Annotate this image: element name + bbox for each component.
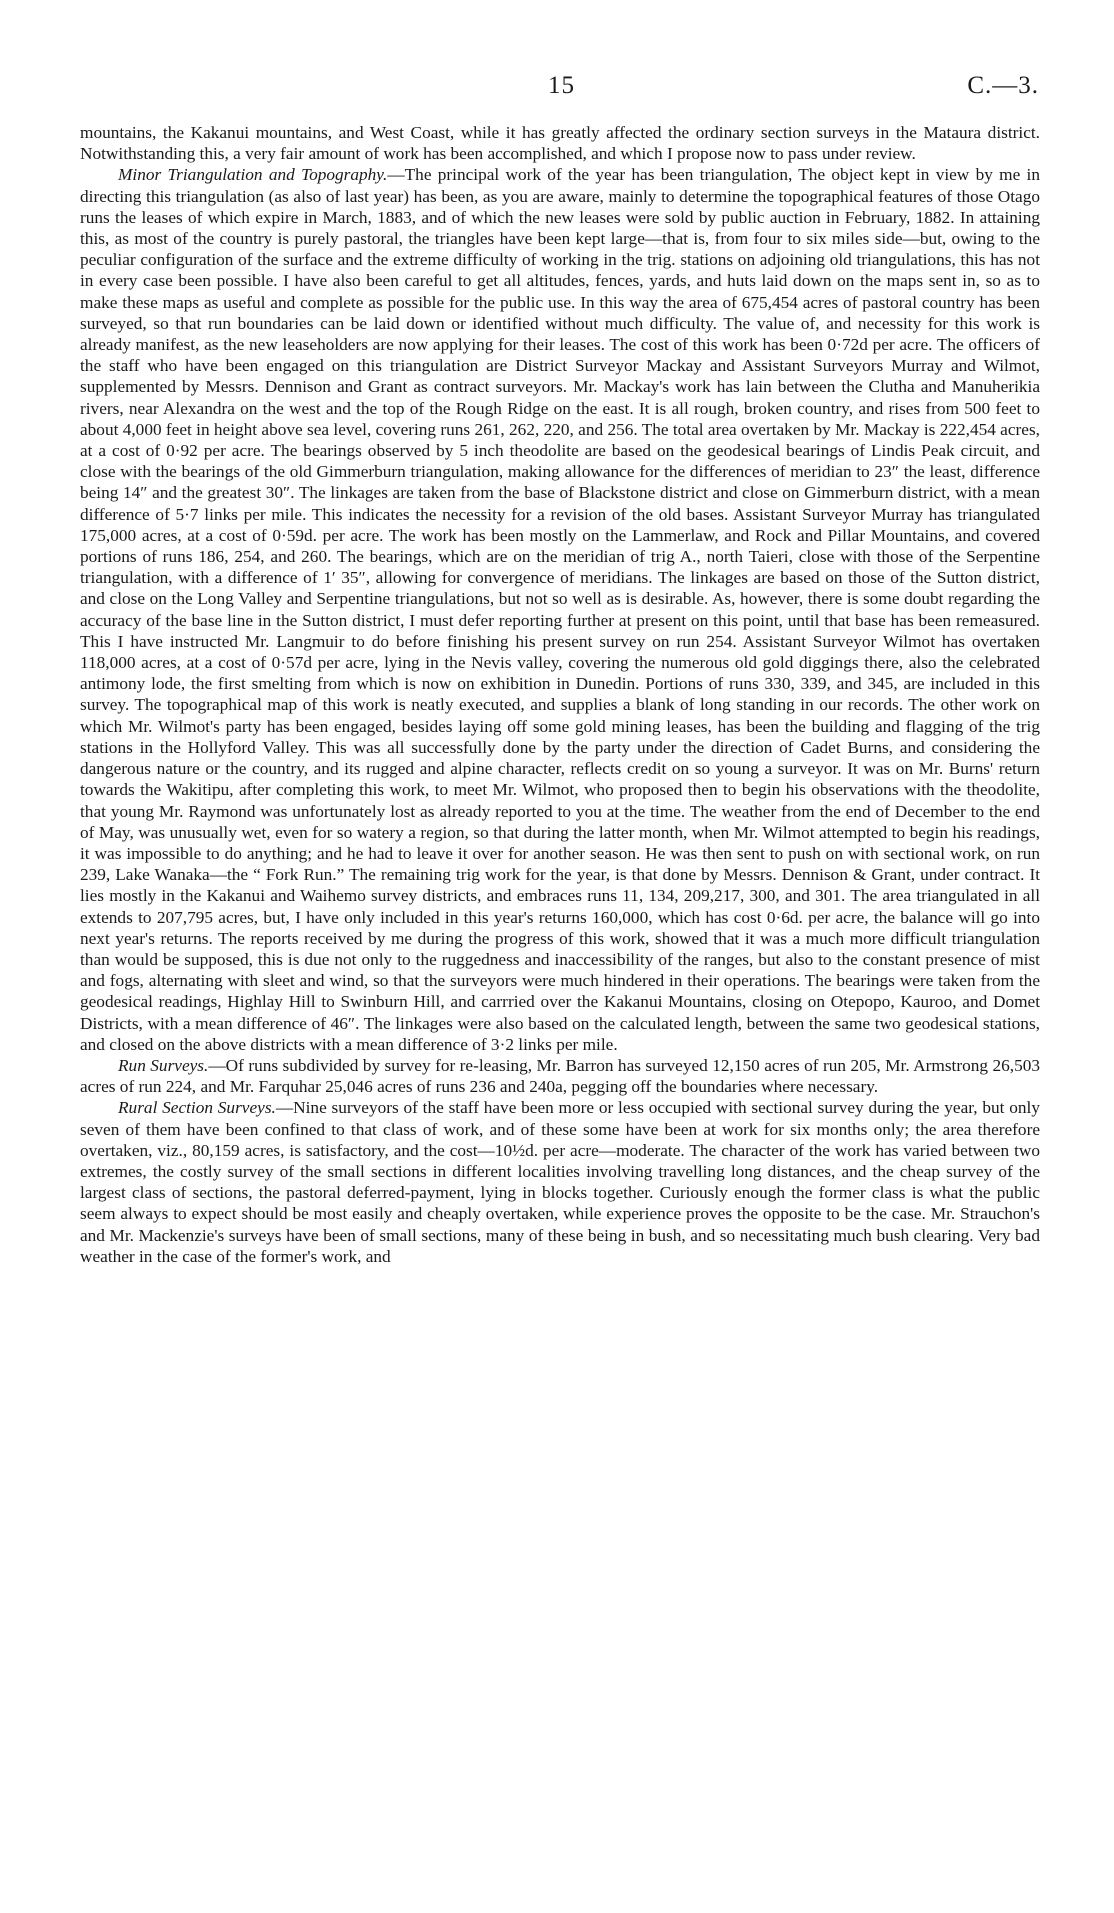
paragraph-text: —Of runs subdivided by survey for re-leasing, Mr. Barron has surveyed 12,150 acres of run 205, Mr. Armstrong 26,503 acres of run 224, and Mr. Farquhar 25,046 acres of runs 236 and 240a, pegging off the boundaries where necessary.	[80, 1055, 1040, 1097]
paragraph-run-surveys	[80, 1055, 1040, 1097]
section-heading: Run Surveys.	[118, 1055, 209, 1075]
paragraph-rural-section-surveys	[80, 1097, 1040, 1267]
paragraph-text: mountains, the Kakanui mountains, and West Coast, while it has greatly affected the ordinary section surveys in the Mataura district. Notwithstanding this, a very fair amount of work has been accomplished, and which I propose now to pass under review.	[80, 123, 1040, 164]
paragraph-text: —The principal work of the year has been triangulation, The object kept in view by me in directing this triangulation (as also of last year) has been, as you are aware, mainly to determine the topographical features of those Otago runs the leases of which expire in March, 1883, and of which the new leases were sold by public auction in February, 1882. In attaining this, as most of the country is purely pastoral, the triangles have been kept large—that is, from four to six miles side—but, owing to the peculiar configuration of the surface and the extreme difficulty of working in the trig. stations on adjoining old triangulations, this has not in every case been possible. I have also been careful to get all altitudes, fences, yards, and huts laid down on the maps sent in, so as to make these maps as useful and complete as possible for the public use. In this way the area of 675,454 acres of pastoral country has been surveyed, so that run boundaries can be laid down or identified without much difficulty. The value of, and necessity for this work is already manifest, as the new leaseholders are now applying for their leases. The cost of this work has been 0·72d per acre. The officers of the staff who have been engaged on this triangulation are District Surveyor Mackay and Assistant Surveyors Murray and Wilmot, supplemented by Messrs. Dennison and Grant as contract surveyors. Mr. Mackay's work has lain between the Clutha and Manuherikia rivers, near Alexandra on the west and the top of the Rough Ridge on the east. It is all rough, broken country, and rises from 500 feet to about 4,000 feet in height above sea level, covering runs 261, 262, 220, and 256. The total area overtaken by Mr. Mackay is 222,454 acres, at a cost of 0·92 per acre. The bearings observed by 5 inch theodolite are based on the geodesical bearings of Lindis Peak circuit, and close with the bearings of the old Gimmerburn triangulation, making allowance for the differences of meridian to 23″ the least, difference being 14″ and the greatest 30″. The linkages are taken from the base of Blackstone district and close on Gimmerburn district, with a mean difference of 5·7 links per mile. This indicates the necessity for a revision of the old bases. Assistant Surveyor Murray has triangulated 175,000 acres, at a cost of 0·59d. per acre. The work has been mostly on the Lammerlaw, and Rock and Pillar Mountains, and covered portions of runs 186, 254, and 260. The bearings, which are on the meridian of trig A., north Taieri, close with those of the Serpentine triangulation, with a difference of 1′ 35″, allowing for convergence of meridians. The linkages are based on those of the Sutton district, and close on the Long Valley and Serpentine triangulations, but not so well as is desirable. As, however, there is some doubt regarding the accuracy of the base line in the Sutton district, I must defer reporting further at present on this point, until that base has been remeasured. This I have instructed Mr. Langmuir to do before finishing his present survey on run 254. Assistant Surveyor Wilmot has overtaken 118,000 acres, at a cost of 0·57d per acre, lying in the Nevis valley, covering the numerous old gold diggings there, also the celebrated antimony lode, the first smelting from which is now on exhibition in Dunedin. Portions of runs 330, 339, and 345, are included in this survey. The topographical map of this work is neatly executed, and supplies a blank of long standing in our records. The other work on which Mr. Wilmot's party has been engaged, besides laying off some gold mining leases, has been the building and flagging of the trig stations in the Hollyford Valley. This was all successfully done by the party under the direction of Cadet Burns, and considering the dangerous nature or the country, and its rugged and alpine character, reflects credit on so young a surveyor. It was on Mr. Burns' return towards the Wakitipu, after completing this work, to meet Mr. Wilmot, who proposed then to begin his observations with the theodolite, that young Mr. Raymond was unfortunately lost as already reported to you at the time. The weather from the end of December to the end of May, was unusually wet, even for so watery a region, so that during the latter month, when Mr. Wilmot attempted to begin his readings, it was impossible to do anything; and he had to leave it over for another season. He was then sent to push on with sectional work, on run 239, Lake Wanaka—the “ Fork Run.” The remaining trig work for the year, is that done by Messrs. Dennison & Grant, under contract. It lies mostly in the Kakanui and Waihemo survey districts, and embraces runs 11, 134, 209,217, 300, and 301. The area triangulated in all extends to 207,795 acres, but, I have only included in this year's returns 160,000, which has cost 0·6d. per acre, the balance will go into next year's returns. The reports received by me during the progress of this work, showed that it was a much more difficult triangulation than would be supposed, this is due not only to the ruggedness and inaccessibility of the ranges, but also to the constant presence of mist and fogs, alternating with sleet and wind, so that the surveyors were much hindered in their operations. The bearings were taken from the geodesical readings, Highlay Hill to Swinburn Hill, and carrried over the Kakanui Mountains, closing on Otepopo, Kauroo, and Domet Districts, with a mean difference of 46″. The linkages were also based on the calculated length, between the same two geodesical stations, and closed on the above districts with a mean difference of 3·2 links per mile.	[80, 165, 1040, 1054]
paragraph-text: —Nine surveyors of the staff have been more or less occupied with sectional survey during the year, but only seven of them have been confined to that class of work, and of these some have been at work for six months only; the area therefore overtaken, viz., 80,159 acres, is satisfactory, and the cost—10½d. per acre—moderate. The character of the work has varied between two extremes, the costly survey of the small sections in different localities involving travelling long distances, and the cheap survey of the largest class of sections, the pastoral deferred-payment, lying in blocks together. Curiously enough the former class is what the public seem always to expect should be most easily and cheaply overtaken, while experience proves the opposite to be the case. Mr. Strauchon's and Mr. Mackenzie's surveys have been of small sections, many of these being in bush, and so necessitating much bush clearing. Very bad weather in the case of the former's work, and	[80, 1098, 1040, 1266]
paragraph-minor-triangulation	[80, 164, 1040, 1055]
page-number: 15	[548, 72, 575, 99]
page-header	[0, 72, 1114, 102]
section-heading: Minor Triangulation and Topography.	[118, 165, 388, 185]
document-code: C.—3.	[967, 72, 1039, 99]
paragraph-continuation	[80, 122, 1040, 164]
section-heading: Rural Section Surveys.	[118, 1098, 276, 1118]
body-text	[80, 122, 1040, 1267]
